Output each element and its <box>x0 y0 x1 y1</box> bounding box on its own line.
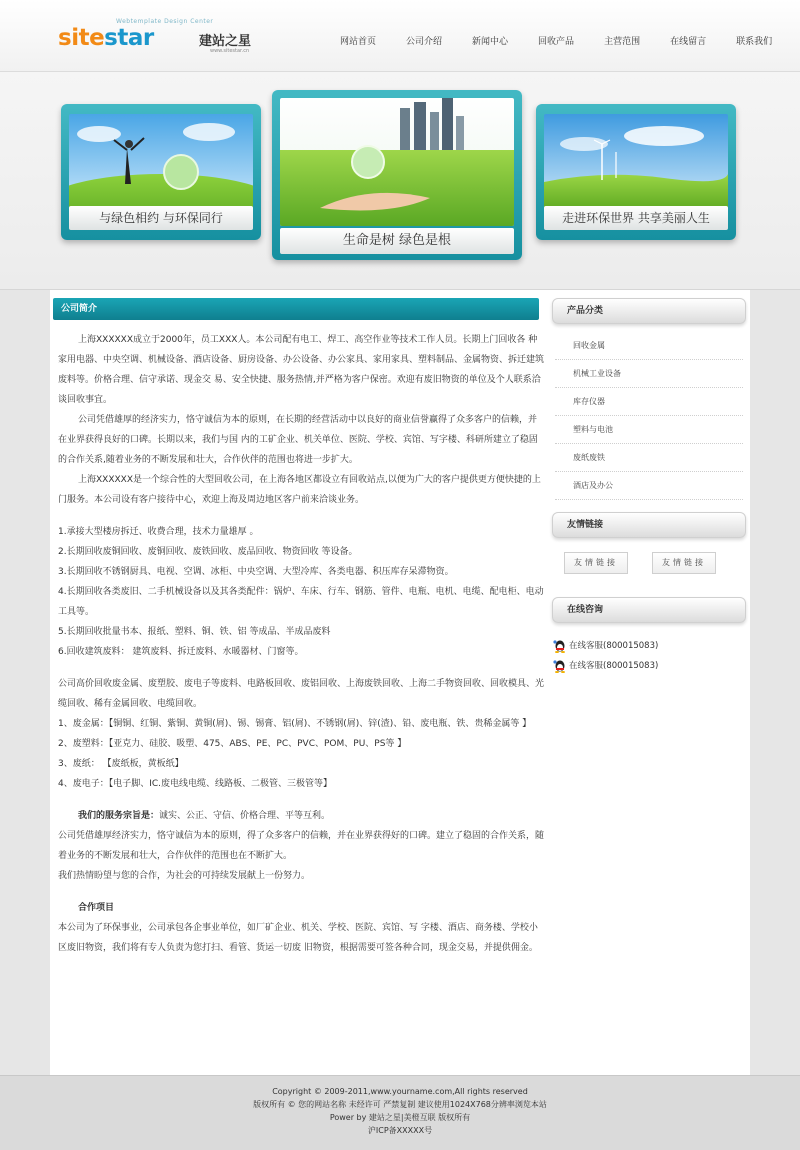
friend-link-button[interactable]: 友情链接 <box>564 552 628 574</box>
nav-home[interactable]: 网站首页 <box>340 37 377 47</box>
footer-copyright: Copyright © 2009-2011,www.yourname.com,All rights reserved <box>272 1087 528 1096</box>
about-paragraph: 公司凭借雄厚的经济实力，恪守诚信为本的原则，在长期的经营活动中以良好的商业信誉赢得了众多客户的信赖，并在业界获得良好的口碑。长期以来，我们与国 内的工矿企业、机关单位、医院、学校、宾馆、写字楼、科研所建立了稳固的合作关系,随着业务的不断发展和壮大，合作伙伴的范围也将进一步扩大。 <box>58 415 538 465</box>
material-item: 2、废塑料：【亚克力、硅胶、吸塑、475、ABS、PE、PC、PVC、POM、PU、PS等 】 <box>58 739 407 749</box>
sidebar-categories-title: 产品分类 <box>552 298 746 324</box>
nav-about[interactable]: 公司介绍 <box>406 37 443 47</box>
category-item[interactable]: 塑料与电池 <box>555 416 743 444</box>
category-item[interactable]: 酒店及办公 <box>555 472 743 500</box>
site-header <box>0 0 800 72</box>
service-body: 我们热情盼望与您的合作，为社会的可持续发展献上一份努力。 <box>58 871 311 881</box>
category-item[interactable]: 库存仪器 <box>555 388 743 416</box>
nav-guestbook[interactable]: 在线留言 <box>670 37 707 47</box>
nav-contact[interactable]: 联系我们 <box>736 37 773 47</box>
service-list-item: 5.长期回收批量书本、报纸、塑料、铜、铁、铝 等成品、半成品废料 <box>58 627 331 637</box>
service-list-item: 1.承接大型楼房拆迁、收费合理，技术力量雄厚 。 <box>58 527 259 537</box>
category-list <box>555 332 743 500</box>
logo-wordmark: sitestar <box>58 25 154 51</box>
qq-contact-label: 在线客服(800015083) <box>569 661 659 671</box>
banner-image-3 <box>544 114 728 212</box>
nav-news[interactable]: 新闻中心 <box>472 37 509 47</box>
banner-caption-1: 与绿色相约 与环保同行 <box>69 206 253 230</box>
service-list-item: 2.长期回收废铜回收、废铜回收、废铁回收、废品回收、物资回收 等设备。 <box>58 547 358 557</box>
sidebar-links-title: 友情链接 <box>552 512 746 538</box>
material-item: 1、废金属：【铜铜、红铜、紫铜、黄铜(屑)、锡、锡膏、铝(屑)、不锈钢(屑)、锌(渣)、铅、废电瓶、铁、贵稀金属等 】 <box>58 719 532 729</box>
high-price-text: 公司高价回收废金属、废塑胶、废电子等废料、电路板回收、废铝回收、上海废铁回收、上海二手物资回收、回收模具、光缆回收、稀有金属回收、电缆回收。 <box>58 679 545 709</box>
service-list-item: 4.长期回收各类废旧、二手机械设备以及其各类配件：锅炉、车床、行车、钢筋、管件、电瓶、电机、电缆、配电柜、电动工具等。 <box>58 587 544 617</box>
category-item[interactable]: 回收金属 <box>555 332 743 360</box>
main-panel <box>50 290 750 1075</box>
friend-link-button[interactable]: 友情链接 <box>652 552 716 574</box>
consult-list <box>553 636 658 676</box>
qq-contact-label: 在线客服(800015083) <box>569 641 659 651</box>
site-footer <box>0 1075 800 1150</box>
qq-icon <box>553 639 567 653</box>
footer-icp[interactable]: 沪ICP备XXXXX号 <box>367 1126 433 1135</box>
coop-text: 本公司为了环保事业，公司承包各企事业单位，如厂矿企业、机关、学校、医院、宾馆、写 字楼、酒店、商务楼、学校小区废旧物资，我们将有专人负责为您打扫、看管、货运一切废 旧物资，根据需要可签各种合同，现金交易，并提供佣金。 <box>58 923 538 953</box>
logo-cn-text: 建站之星 <box>199 34 252 49</box>
banner-card-1[interactable] <box>61 104 261 240</box>
coop-title: 合作项目 <box>78 903 115 913</box>
banner-image-2 <box>280 98 514 226</box>
banner-caption-3: 走进环保世界 共享美丽人生 <box>544 206 728 230</box>
footer-powered[interactable]: Power by 建站之星|美橙互联 版权所有 <box>329 1113 471 1122</box>
category-item[interactable]: 机械工业设备 <box>555 360 743 388</box>
banner-image-1 <box>69 114 253 212</box>
banner-caption-2: 生命是树 绿色是根 <box>280 228 514 254</box>
sidebar-consult-title: 在线咨询 <box>552 597 746 623</box>
category-item[interactable]: 废纸废铁 <box>555 444 743 472</box>
service-list-item: 3.长期回收不锈钢厨具、电视、空调、冰柜、中央空调、大型冷库、各类电器、积压库存呆滞物资。 <box>58 567 454 577</box>
site-logo[interactable] <box>58 18 258 58</box>
main-nav <box>340 34 800 47</box>
banner-card-2[interactable] <box>272 90 522 260</box>
about-content <box>58 330 544 958</box>
about-paragraph: 上海XXXXXX成立于2000年，员工XXX人。本公司配有电工、焊工、高空作业等技术工作人员。长期上门回收各 种家用电器、中央空调、机械设备、酒店设备、厨房设备、办公设备、办公家具、家用家具、塑料制品、金属物资、拆迁建筑废料等。价格合理、信守承诺、现金交 易、安全快捷、服务热情,并严格为客户保密。欢迎有废旧物资的单位及个人联系洽谈回收事宜。 <box>58 335 545 405</box>
friend-links <box>564 552 740 574</box>
footer-rights: 版权所有 © 您的网站名称 未经许可 严禁复制 建议使用1024X768分辨率浏览本站 <box>253 1100 547 1109</box>
section-title-about: 公司简介 <box>53 298 539 320</box>
about-paragraph: 上海XXXXXX是一个综合性的大型回收公司，在上海各地区都设立有回收站点,以便为广大的客户提供更方便快捷的上门服务。本公司设有客户接待中心，欢迎上海及周边地区客户前来洽谈业务。 <box>58 475 541 505</box>
qq-icon <box>553 659 567 673</box>
service-body: 公司凭借雄厚经济实力，恪守诚信为本的原则，得了众多客户的信赖，并在业界获得好的口碑。建立了稳固的合作关系，随着业务的不断发展和壮大，合作伙伴的范围也在不断扩大。 <box>58 831 545 861</box>
nav-business[interactable]: 主营范围 <box>604 37 641 47</box>
qq-contact[interactable] <box>553 636 658 656</box>
qq-contact[interactable] <box>553 656 658 676</box>
material-item: 3、废纸： 【废纸板，黄板纸】 <box>58 759 184 769</box>
banner-card-3[interactable] <box>536 104 736 240</box>
nav-products[interactable]: 回收产品 <box>538 37 575 47</box>
service-list-item: 6.回收建筑废料： 建筑废料、拆迁废料、水暖器材、门窗等。 <box>58 647 304 657</box>
material-item: 4、废电子：【电子脚、IC.废电线电缆、线路板、二极管、三极管等】 <box>58 779 333 789</box>
logo-url: www.sitestar.cn <box>210 48 250 54</box>
logo-tagline: Webtemplate Design Center <box>116 18 214 25</box>
service-tenet: 我们的服务宗旨是：诚实、公正、守信、价格合理、平等互利。 <box>78 811 331 821</box>
